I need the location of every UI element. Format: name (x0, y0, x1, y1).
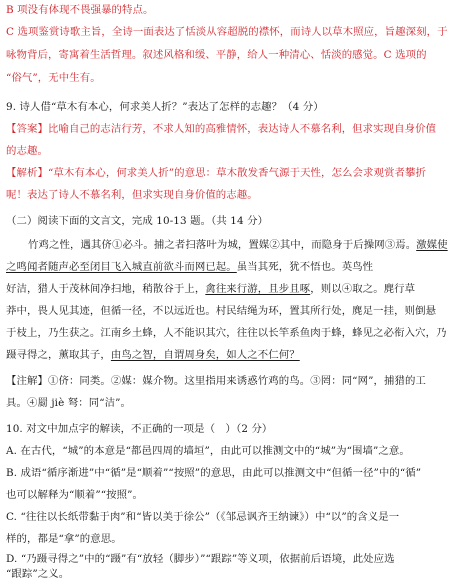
q10-option-d-line-1: D. “乃蹑寻得之”中的“蹑”有“放轻（脚步）”“跟踪”等义项，依据前后语境，此处应选 (6, 553, 395, 565)
passage-text: 必斗。捕之者扫落叶为城，置媒 (122, 239, 270, 251)
q9-analysis-line-1: 【解析】“草木有本心，何求美人折”的意思：草木散发香气源于天性，怎么会求观赏者攀折 (6, 167, 426, 179)
passage-line-6 (6, 348, 300, 363)
q10-option-d-line-2: “跟踪”之义。 (6, 568, 70, 580)
q10-option-a: A. 在古代，“城”的本意是“都邑四周的墙垣”，由此可以推测文中的“城”为“围墙”之意。 (6, 445, 410, 457)
passage-text: ，则以 (310, 283, 342, 295)
q9-analysis-line-2: 呢！表达了诗人不慕名利，但求实现自身价值的志趣。 (6, 189, 258, 201)
notes-line-1: 【注解】①侪：同类。②媒：媒介物。这里指用来诱惑竹鸡的鸟。③罔：同“网”，捕猎的工 (6, 375, 426, 387)
note-marker-2: ② (269, 239, 280, 251)
passage-text: 取之。麂行草 (352, 283, 416, 295)
passage-line-4: 莽中，畏人见其迹，但循一径，不以远近也。村民结绳为环，置其所行处，麂足一挂，则倒悬 (6, 305, 437, 317)
underlined-sentence: 由鸟之智，自谓周身矣，如人之不仁何？ (110, 349, 300, 361)
prev-c-line-1: C 选项鉴赏诗歌主旨，全诗一面表达了恬淡从容超脱的襟怀，而诗人以草木照应，旨趣深刻，于 (6, 26, 448, 38)
note-marker-1: ① (111, 239, 123, 251)
passage-text: 虽当其死，犹不悟也。 (236, 261, 342, 273)
passage-line-2 (6, 260, 373, 275)
prev-b-tail: B 项没有体现不畏强暴的特点。 (6, 4, 154, 16)
note-marker-3: ③ (384, 239, 396, 251)
passage-line-5: 于枝上，乃生获之。江南乡土蜂，人不能识其穴，往往以长竿系鱼肉于蜂，蜂见之必衔入穴，乃 (6, 327, 447, 339)
q9-answer-line-1: 【答案】比喻自己的志洁行芳，不求人知的高雅情怀，表达诗人不慕名利，但求实现自身价值 (6, 123, 437, 135)
passage-text: 竹鸡之性，遇其侪 (28, 239, 112, 251)
passage-text: 其中，而隐身于后操网 (279, 239, 385, 251)
note-marker-4: ④ (341, 283, 353, 295)
underlined-sentence: 之鸣闻者随声必至闭目飞入城直前欲斗而网已起。 (6, 261, 237, 273)
underlined-sentence: 激媒使 (416, 239, 448, 251)
q9-stem: 9. 诗人借“草木有本心，何求美人折？”表达了怎样的志趣？（4 分） (6, 101, 324, 113)
notes-line-2: 具。④罽 jiè 弩：同“洁”。 (6, 397, 132, 409)
prev-c-line-3: “俗气”，无中生有。 (6, 72, 101, 84)
passage-text: 蹑寻得之，薰取其子， (6, 349, 111, 361)
q10-option-b-line-2: 也可以解释为“顺着”“按照”。 (6, 489, 144, 501)
passage-text: 焉。 (395, 239, 417, 251)
section-2-header: （二）阅读下面的文言文，完成 10-13 题。（共 14 分） (6, 215, 269, 227)
q10-stem: 10. 对文中加点字的解读，不正确的一项是（ ）（2 分） (6, 423, 273, 435)
passage-line-3 (6, 282, 415, 297)
q10-option-c-line-2: 样的，都是“拿”的意思。 (6, 533, 122, 545)
q10-option-c-line-1: C. “往往以长纸带黏于肉”和“皆以美于徐公”（《邹忌讽齐王纳谏》）中“以”的含义是一 (6, 511, 400, 523)
prev-c-line-2: 咏物背后，寄寓着生活哲理。叙述风格和缓、平静，给人一种清心、恬淡的感觉。C 选项的 (6, 49, 427, 61)
passage-text: 英鸟性 (341, 261, 374, 273)
underlined-sentence: 禽往来行游，且步且啄 (205, 283, 311, 295)
q9-answer-line-2: 的志趣。 (6, 145, 48, 157)
passage-text: 好洁，猎人于茂林间净扫地，稍散谷于上， (6, 283, 206, 295)
passage-line-1 (28, 238, 448, 253)
q10-option-b-line-1: B. 成语“循序渐进”中“循”是“顺着”“按照”的意思，由此可以推测文中“但循一径”中的“循” (6, 467, 422, 479)
